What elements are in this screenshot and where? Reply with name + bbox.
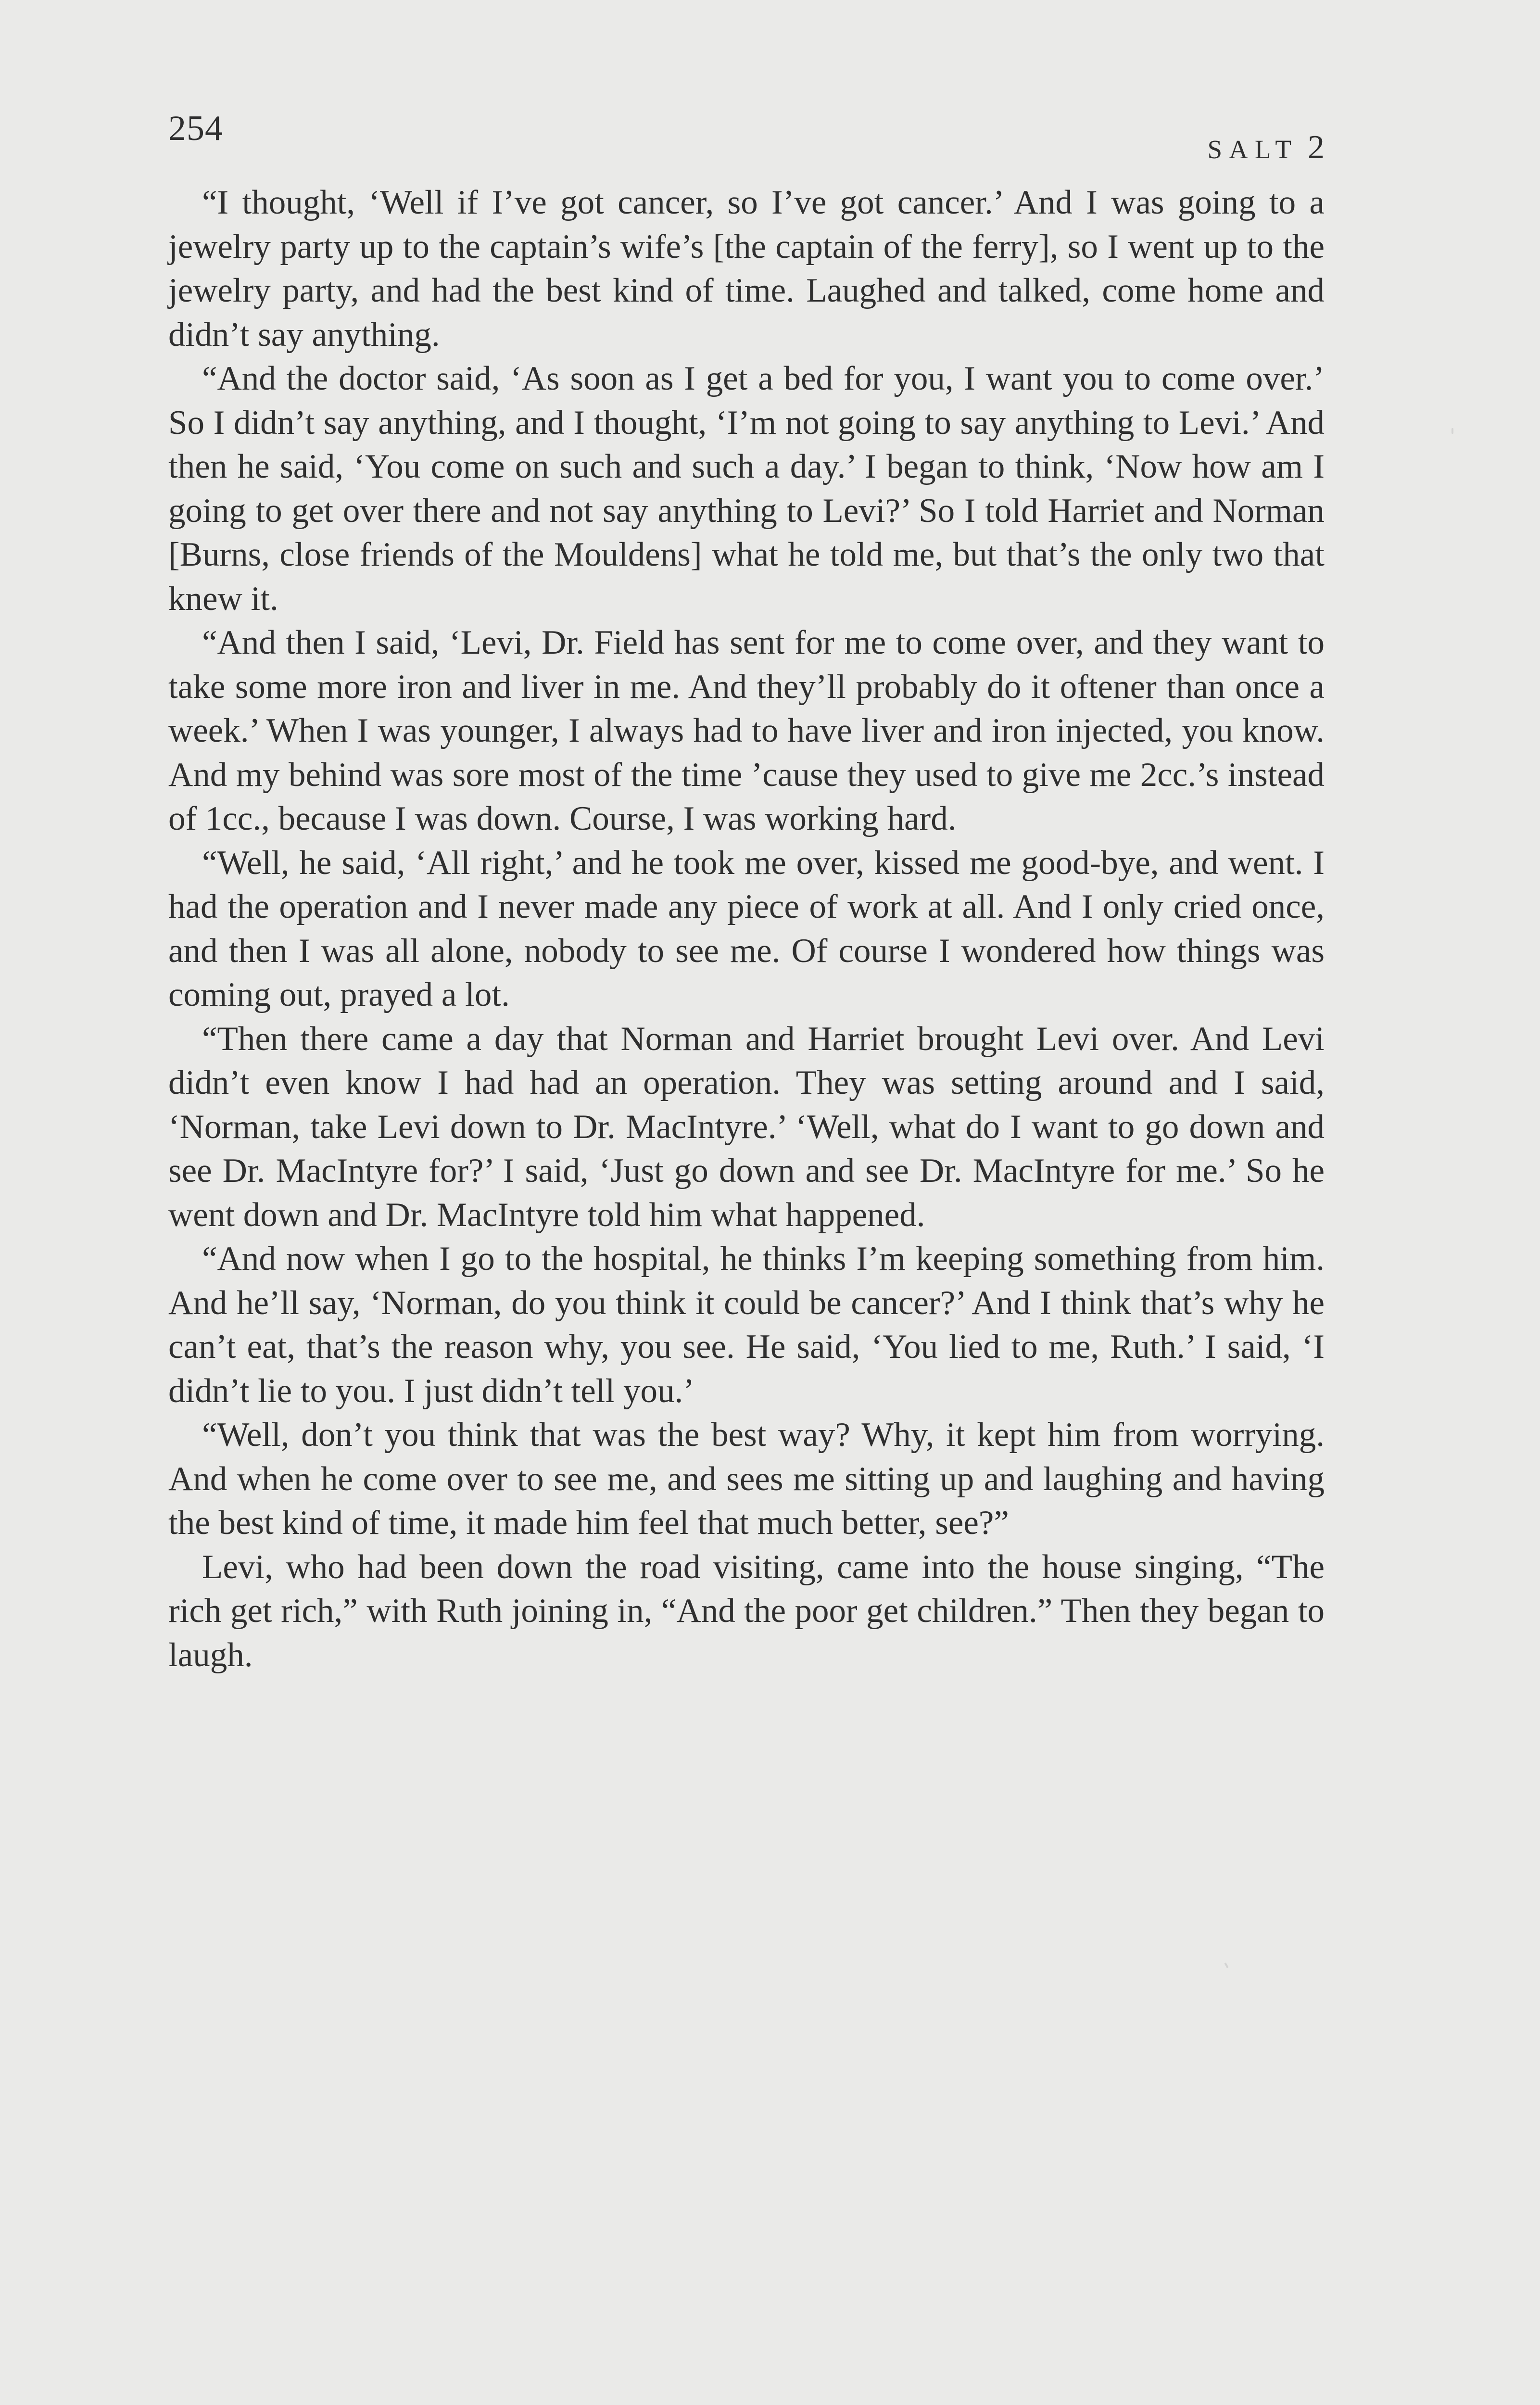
paper-speck [1224,1962,1228,1968]
paragraph: “And the doctor said, ‘As soon as I get a bed for you, I want you to come over.’ So I didn’t say anything, and I thought, ‘I’m not going to say anything to Levi.’ And then he said, ‘You come on such and such a day.’ I began to think, ‘Now how am I going to get over there and not say anything to Levi?’ So I told Harriet and Norman [Burns, close friends of the Mouldens] what he told me, but that’s the only two that knew it. [168,360,1325,618]
page-header [168,111,1325,178]
running-head-number: 2 [1308,129,1325,166]
running-head-title: SALT [1207,135,1298,164]
paragraph: Levi, who had been down the road visiting, came into the house singing, “The rich get rich,” with Ruth joining in, “And the poor get children.” Then they began to laugh. [168,1548,1325,1674]
paragraph: “I thought, ‘Well if I’ve got cancer, so I’ve got cancer.’ And I was going to a jewelry party up to the captain’s wife’s [the captain of the ferry], so I went up to the jewelry party, and had the best kind of time. Laughed and talked, come home and didn’t say anything. [168,184,1325,354]
paragraph: “And now when I go to the hospital, he thinks I’m keeping something from him. And he’ll say, ‘Norman, do you think it could be cancer?’ And I think that’s why he can’t eat, that’s the reason why, you see. He said, ‘You lied to me, Ruth.’ I said, ‘I didn’t lie to you. I just didn’t tell you.’ [168,1240,1325,1410]
paragraph: “Then there came a day that Norman and Harriet brought Levi over. And Levi didn’t even know I had had an operation. They was setting around and I said, ‘Norman, take Levi down to Dr. MacIntyre.’ ‘Well, what do I want to go down and see Dr. MacIntyre for?’ I said, ‘Just go down and see Dr. MacIntyre for me.’ So he went down and Dr. MacIntyre told him what happened. [168,1020,1325,1234]
paragraph: “And then I said, ‘Levi, Dr. Field has sent for me to come over, and they want to take some more iron and liver in me. And they’ll probably do it oftener than once a week.’ When I was younger, I always had to have liver and iron injected, you know. And my behind was sore most of the time ’cause they used to give me 2cc.’s instead of 1cc., because I was down. Course, I was working hard. [168,624,1325,837]
paragraph: “Well, he said, ‘All right,’ and he took me over, kissed me good-bye, and went. I had the operation and I never made any piece of work at all. And I only cried once, and then I was all alone, nobody to see me. Of course I wondered how things was coming out, prayed a lot. [168,844,1325,1013]
paper-speck [1452,428,1453,434]
paragraph: “Well, don’t you think that was the best way? Why, it kept him from worrying. And when he come over to see me, and sees me sitting up and laughing and having the best kind of time, it made him feel that much better, see?” [168,1416,1325,1542]
body-text [168,181,1325,1677]
running-head [1208,131,1325,165]
page-number: 254 [168,109,223,148]
